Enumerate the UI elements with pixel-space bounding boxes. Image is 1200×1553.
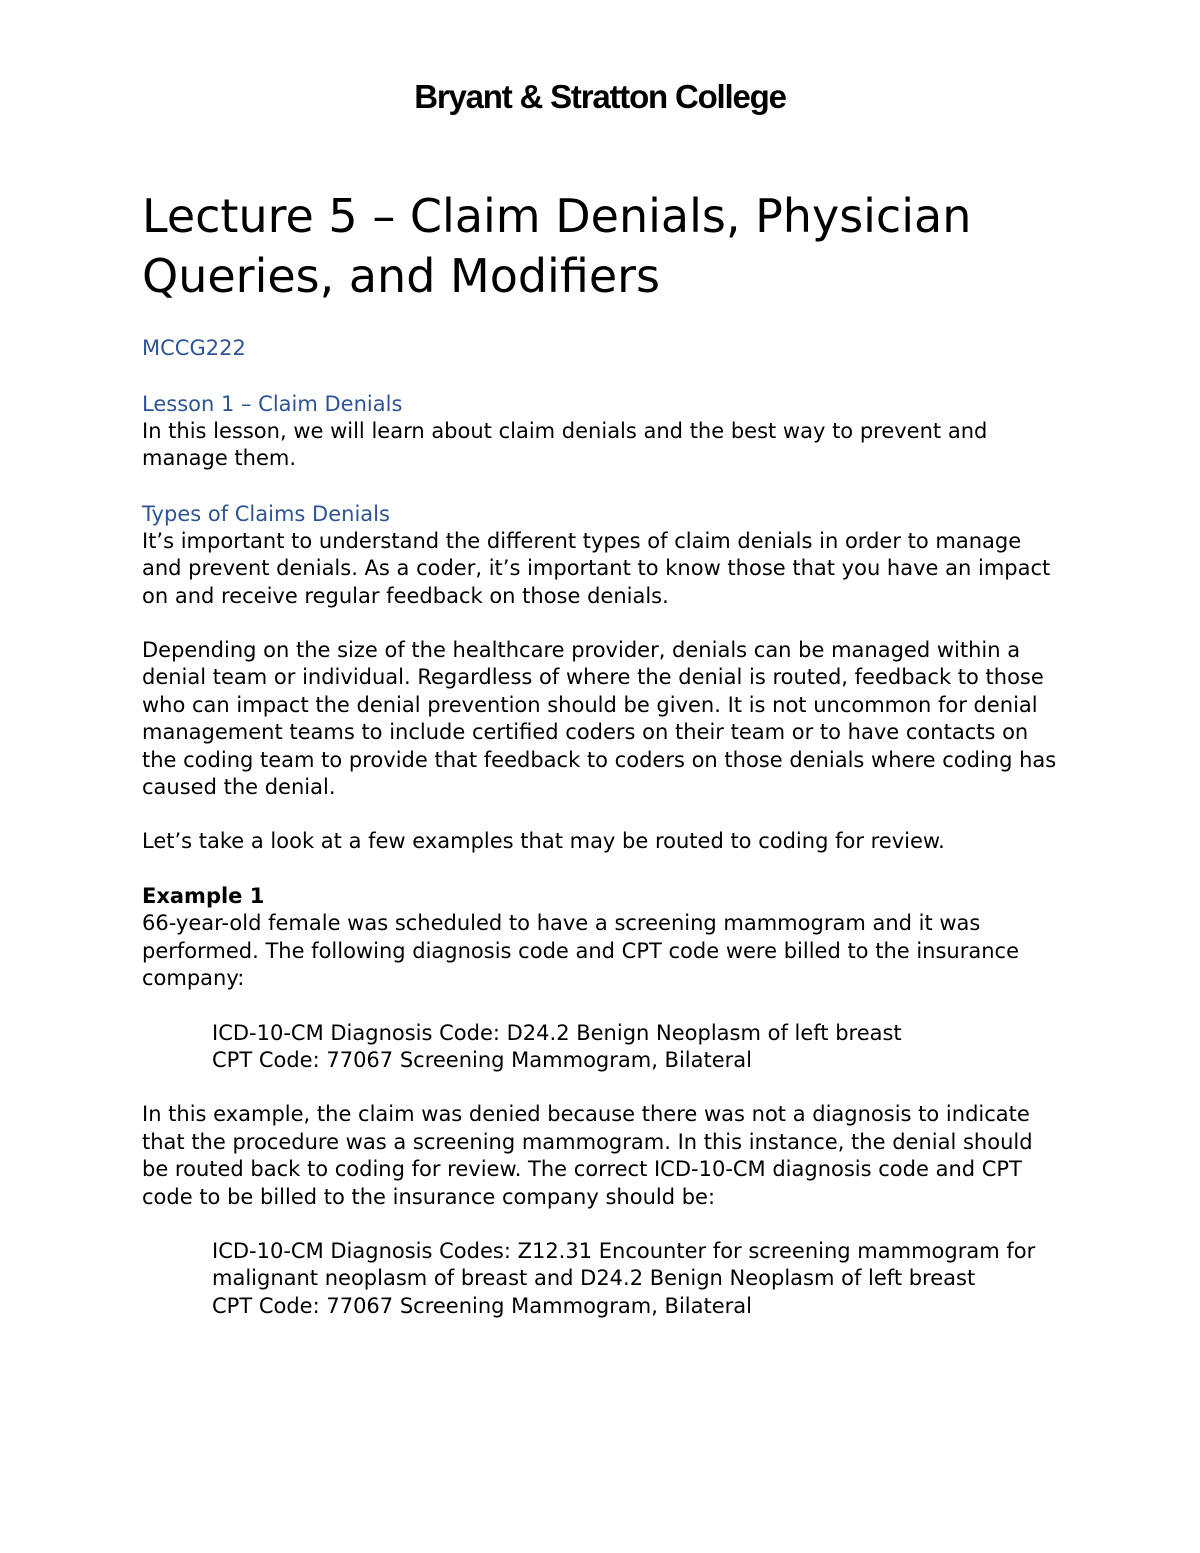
- course-code: MCCG222: [142, 336, 246, 360]
- correct-diagnosis-codes: ICD-10-CM Diagnosis Codes: Z12.31 Encounter for screening mammogram for malignant neoplasm of breast and D24.2 Benign Neoplasm of left breast: [212, 1238, 1036, 1291]
- title-line-2: Queries, and Modifiers: [142, 249, 660, 303]
- types-paragraph-2: Depending on the size of the healthcare provider, denials can be managed within a denial team or individual. Regardless of where the denial is routed, feedback to those who can impact the denial prevention should be given. It is not uncommon for denial management teams to include certified coders on their team or to have contacts on the coding team to provide that feedback to coders on those denials where coding has caused the denial.: [142, 638, 1057, 800]
- example-1-description: 66-year-old female was scheduled to have a screening mammogram and it was performed. The following diagnosis code and CPT code were billed to the insurance company:: [142, 911, 1020, 991]
- lesson-1-intro: In this lesson, we will learn about claim denials and the best way to prevent and manage them.: [142, 419, 988, 471]
- types-paragraph-1: It’s important to understand the different types of claim denials in order to manage and prevent denials. As a coder, it’s important to know those that you have an impact on and receive regular feedback on those denials.: [142, 528, 1051, 608]
- page-title: [142, 186, 1062, 306]
- billed-codes-block: [212, 1020, 1062, 1075]
- correct-cpt-code: CPT Code: 77067 Screening Mammogram, Bilateral: [212, 1293, 752, 1318]
- lesson-1-heading: Lesson 1 – Claim Denials: [142, 392, 403, 416]
- billed-cpt-code: CPT Code: 77067 Screening Mammogram, Bilateral: [212, 1047, 752, 1072]
- types-paragraph-3: Let’s take a look at a few examples that may be routed to coding for review.: [142, 829, 945, 854]
- title-line-1: Lecture 5 – Claim Denials, Physician: [142, 189, 972, 243]
- correct-codes-block: [212, 1238, 1062, 1320]
- document-body: [142, 186, 1062, 1320]
- example-1-explanation: In this example, the claim was denied because there was not a diagnosis to indicate that the procedure was a screening mammogram. In this instance, the denial should be routed back to coding for review. The correct ICD-10-CM diagnosis code and CPT code to be billed to the insurance company should be:: [142, 1102, 1033, 1209]
- types-of-denials-heading: Types of Claims Denials: [142, 501, 390, 526]
- billed-diagnosis-code: ICD-10-CM Diagnosis Code: D24.2 Benign Neoplasm of left breast: [212, 1020, 902, 1045]
- example-1-heading: Example 1: [142, 883, 265, 908]
- college-logo: Bryant & Stratton College: [414, 78, 786, 115]
